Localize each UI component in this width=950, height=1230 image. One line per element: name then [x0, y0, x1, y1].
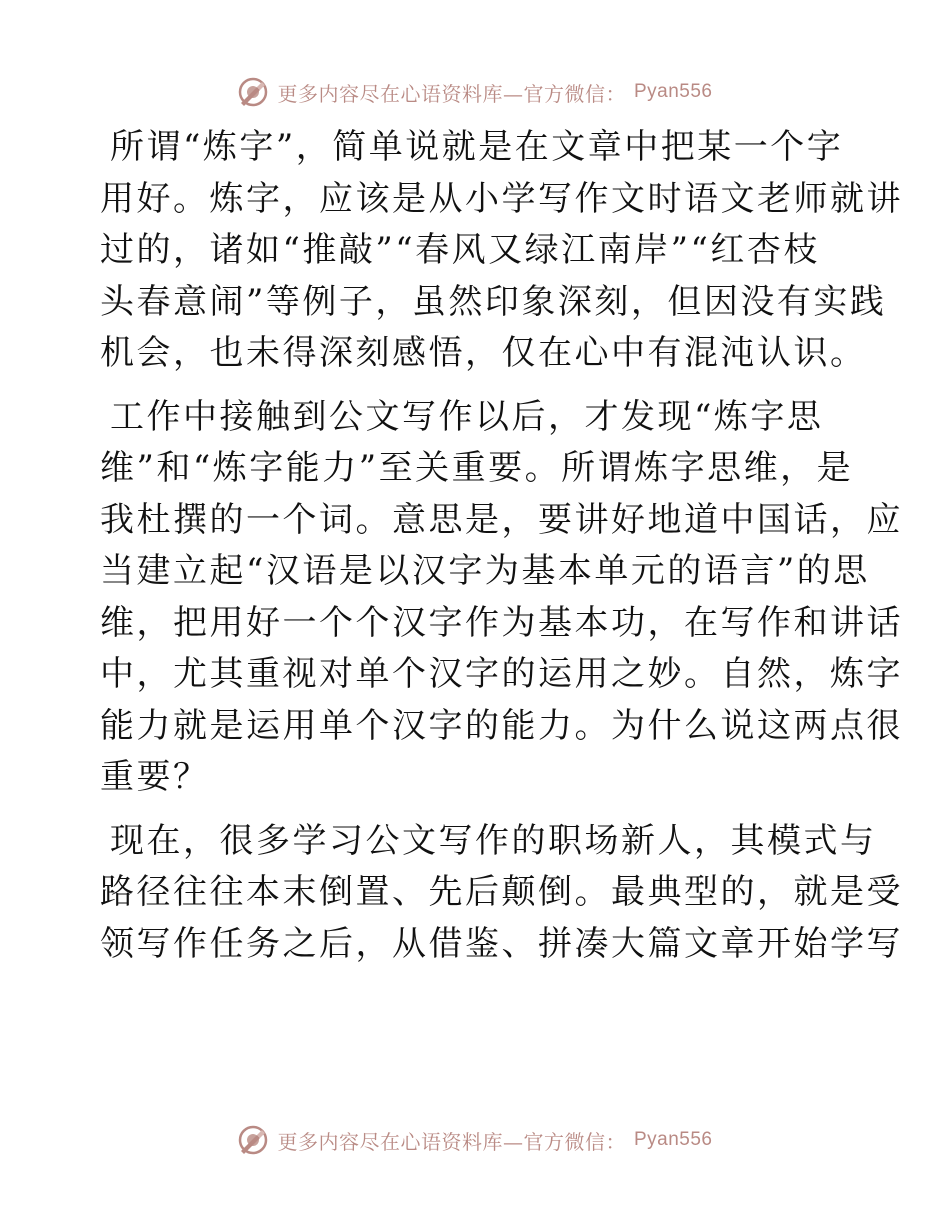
- paragraph-2: [100, 392, 903, 804]
- text-line: 用好。炼字，应该是从小学写作文时语文老师就讲: [100, 178, 903, 219]
- watermark-handle: Pyan556: [633, 1129, 713, 1150]
- watermark-text: 更多内容尽在心语资料库—官方微信：: [277, 81, 626, 106]
- watermark-handle: Pyan556: [633, 81, 713, 102]
- text-line: 工作中接触到公文写作以后，才发现“炼字思: [110, 396, 824, 437]
- pen-logo-icon: [237, 1124, 269, 1156]
- text-line: 过的，诸如“推敲”“春风又绿江南岸”“红杏枝: [100, 230, 820, 270]
- text-line: 当建立起“汉语是以汉字为基本单元的语言”的思: [100, 551, 870, 591]
- text-line: 我杜撰的一个词。意思是，要讲好地道中国话，应: [100, 499, 903, 540]
- document-body: [100, 122, 903, 982]
- pen-logo-icon: [237, 76, 269, 108]
- text-line: 维”和“炼字能力”至关重要。所谓炼字思维，是: [100, 448, 854, 488]
- text-line: 领写作任务之后，从借鉴、拼凑大篇文章开始学写: [100, 923, 903, 964]
- text-line: 中，尤其重视对单个汉字的运用之妙。自然，炼字: [100, 654, 903, 694]
- paragraph-3: [100, 816, 903, 971]
- paragraph-1: [100, 122, 903, 380]
- watermark-header: [0, 72, 950, 112]
- text-line: 头春意闹”等例子，虽然印象深刻，但因没有实践: [100, 281, 887, 322]
- text-line: 机会，也未得深刻感悟，仅在心中有混沌认识。: [100, 333, 867, 373]
- text-line: 所谓“炼字”，简单说就是在文章中把某一个字: [110, 127, 844, 167]
- text-line: 维，把用好一个个汉字作为基本功，在写作和讲话: [100, 602, 903, 643]
- text-line: 路径往往本末倒置、先后颠倒。最典型的，就是受: [100, 872, 903, 912]
- watermark-text: 更多内容尽在心语资料库—官方微信：: [277, 1129, 626, 1154]
- watermark-footer: [0, 1120, 950, 1160]
- text-line: 能力就是运用单个汉字的能力。为什么说这两点很: [100, 705, 903, 746]
- text-line: 重要？: [100, 757, 210, 797]
- text-line: 现在，很多学习公文写作的职场新人，其模式与: [110, 820, 877, 861]
